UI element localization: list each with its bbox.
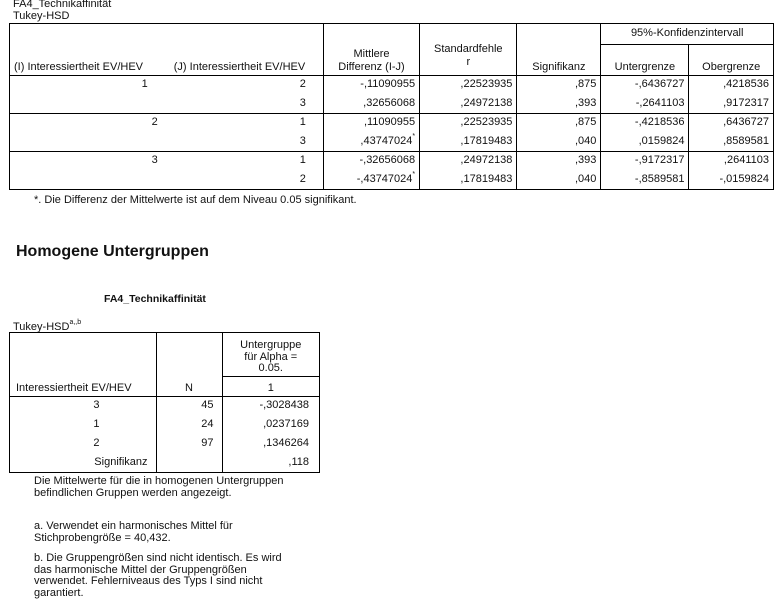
cell-j: 2 bbox=[170, 170, 324, 189]
cell-std-error: ,17819483 bbox=[420, 170, 517, 189]
cell-group: 1 bbox=[10, 415, 156, 434]
header-mean-diff: Mittlere Differenz (I-J) bbox=[323, 24, 419, 75]
cell-subset-value: ,0237169 bbox=[263, 418, 309, 430]
cell-significance: ,393 bbox=[517, 94, 601, 113]
cell-std-error: ,22523935 bbox=[420, 75, 517, 94]
cell-significance-label: Signifikanz bbox=[10, 453, 156, 472]
homog-table-subtitle: Tukey-$HSD^{a,,b}$ bbox=[13, 319, 82, 333]
header-n: N bbox=[156, 333, 222, 396]
cell-significance-value: ,118 bbox=[288, 456, 309, 468]
cell-lower: -,6436727 bbox=[601, 75, 689, 94]
header-upper-bound: Obergrenze bbox=[689, 44, 773, 75]
cell-mean-diff: ,11090955 bbox=[323, 113, 419, 132]
cell-group: 3 bbox=[10, 396, 156, 415]
cell-i: 2 bbox=[151, 116, 158, 129]
header-col-i: (I) Interessiertheit EV/HEV bbox=[10, 24, 170, 75]
cell-i bbox=[10, 132, 170, 151]
header-col-j: (J) Interessiertheit EV/HEV bbox=[170, 24, 324, 75]
multiple-comparisons-table bbox=[10, 24, 773, 189]
cell-lower: -,8589581 bbox=[601, 170, 689, 189]
cell-upper: ,6436727 bbox=[723, 116, 769, 129]
cell-upper: ,8589581 bbox=[689, 132, 773, 151]
cell-significance: ,040 bbox=[517, 132, 601, 151]
cell-i: 1 bbox=[141, 78, 148, 91]
cell-n: 45 bbox=[156, 396, 222, 415]
section-heading: Homogene Untergruppen bbox=[16, 243, 209, 260]
cell-subset-value: ,1346264 bbox=[263, 437, 309, 449]
cell-significance: ,040 bbox=[517, 170, 601, 189]
header-lower-bound: Untergrenze bbox=[601, 44, 689, 75]
header-std-error: Standardfehle r bbox=[420, 24, 517, 75]
cell-n: 24 bbox=[156, 415, 222, 434]
homog-table-title: FA4_Technikaffinität bbox=[104, 293, 206, 305]
cell-std-error: ,22523935 bbox=[420, 113, 517, 132]
cell-j: 3 bbox=[170, 94, 324, 113]
header-confidence-interval: 95%-Konfidenzintervall bbox=[601, 24, 773, 44]
cell-j: 1 bbox=[170, 113, 324, 132]
cell-i bbox=[10, 94, 170, 113]
cell-n: 97 bbox=[156, 434, 222, 453]
cell-upper: ,9172317 bbox=[689, 94, 773, 113]
cell-lower: -,9172317 bbox=[601, 151, 689, 170]
cell-subset-value: -,3028438 bbox=[259, 399, 309, 412]
cell-std-error: ,24972138 bbox=[420, 94, 517, 113]
cell-mean-diff: -,32656068 bbox=[323, 151, 419, 170]
cell-n-empty bbox=[156, 453, 222, 472]
cell-std-error: ,17819483 bbox=[420, 132, 517, 151]
cell-significance: ,393 bbox=[517, 151, 601, 170]
header-significance: Signifikanz bbox=[517, 24, 601, 75]
cell-upper: -,0159824 bbox=[719, 173, 769, 185]
header-subset: Untergruppe für Alpha = 0.05. bbox=[222, 333, 319, 376]
table-subtitle: Tukey-HSD bbox=[13, 10, 70, 22]
homogeneous-subsets-table bbox=[10, 333, 319, 472]
cell-j: 3 bbox=[170, 132, 324, 151]
cell-j: 1 bbox=[170, 151, 324, 170]
cell-std-error: ,24972138 bbox=[420, 151, 517, 170]
header-subset-1: 1 bbox=[222, 376, 319, 396]
cell-lower: -,4218536 bbox=[601, 113, 689, 132]
note-b: b. Die Gruppengrößen sind nicht identisch. Es wird das harmonische Mittel der Gruppengrößen verwendet. Fehlerniveaus des Typs I sind nicht garantiert. bbox=[34, 552, 282, 599]
note-means: Die Mittelwerte für die in homogenen Untergruppen befindlichen Gruppen werden angezeigt. bbox=[34, 475, 284, 499]
cell-mean-diff: ,32656068 bbox=[323, 94, 419, 113]
note-a: a. Verwendet ein harmonisches Mittel für Stichprobengröße = 40,432. bbox=[34, 520, 233, 544]
cell-group: 2 bbox=[10, 434, 156, 453]
significance-footnote: *. Die Differenz der Mittelwerte ist auf dem Niveau 0.05 signifikant. bbox=[34, 194, 357, 206]
cell-mean-diff: -,43747024* bbox=[323, 170, 419, 189]
cell-significance: ,875 bbox=[517, 113, 601, 132]
cell-i: 3 bbox=[151, 154, 158, 167]
table-title: FA4_Technikaffinität bbox=[13, 0, 112, 10]
cell-i bbox=[10, 170, 170, 189]
cell-significance: ,875 bbox=[517, 75, 601, 94]
cell-lower: -,2641103 bbox=[601, 94, 689, 113]
cell-upper: ,4218536 bbox=[723, 78, 769, 91]
cell-mean-diff: -,11090955 bbox=[323, 75, 419, 94]
header-group: Interessiertheit EV/HEV bbox=[10, 333, 156, 396]
cell-lower: ,0159824 bbox=[601, 132, 689, 151]
cell-j: 2 bbox=[170, 75, 324, 94]
cell-mean-diff: ,43747024* bbox=[323, 132, 419, 151]
cell-upper: ,2641103 bbox=[723, 154, 769, 167]
